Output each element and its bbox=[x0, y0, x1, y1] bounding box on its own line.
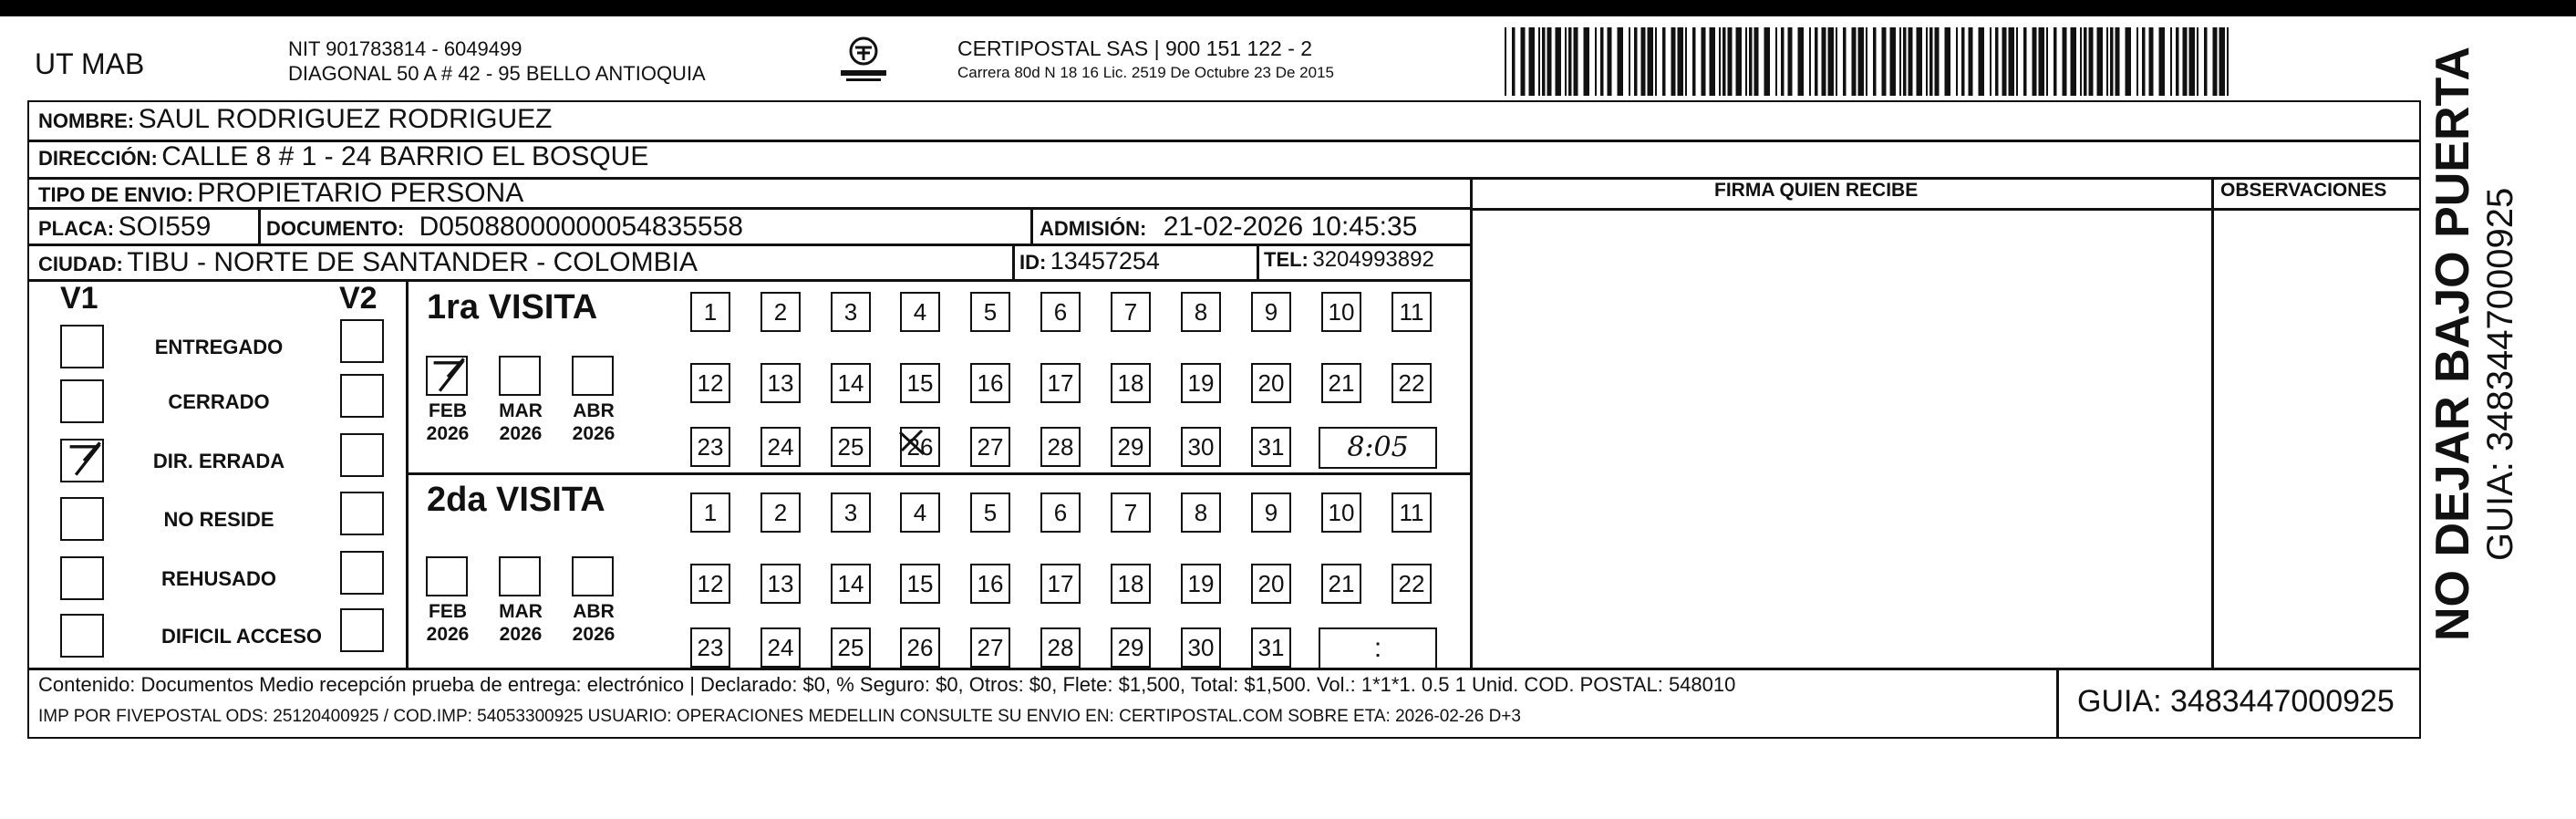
barcode-bar bbox=[1542, 27, 1546, 96]
direccion-row bbox=[38, 141, 648, 172]
barcode-bar bbox=[2002, 27, 2007, 96]
barcode-bar bbox=[1917, 27, 1923, 96]
v1-checkbox[interactable] bbox=[60, 497, 104, 541]
barcode-bar bbox=[1979, 27, 1985, 96]
barcode-bar bbox=[1648, 27, 1654, 96]
second-visit-title: 2da VISITA bbox=[427, 481, 605, 519]
barcode-bar bbox=[2106, 27, 2108, 96]
month-year: 2026 bbox=[572, 423, 616, 444]
day-box[interactable]: 27 bbox=[970, 627, 1010, 668]
day-box[interactable]: 8 bbox=[1181, 492, 1221, 533]
sender-brand: UT MAB bbox=[35, 47, 145, 80]
day-box[interactable]: 31 bbox=[1251, 427, 1291, 467]
day-box[interactable]: 10 bbox=[1321, 492, 1361, 533]
admision-cell bbox=[1040, 212, 1417, 243]
day-box[interactable]: 7 bbox=[1111, 492, 1151, 533]
day-box[interactable]: 26 bbox=[900, 627, 940, 668]
sender-info bbox=[288, 36, 706, 86]
barcode-bar bbox=[1568, 27, 1572, 96]
month-name: FEB bbox=[429, 400, 467, 421]
barcode-bar bbox=[1618, 27, 1624, 96]
barcode-bar bbox=[1595, 27, 1597, 96]
month-year: 2026 bbox=[499, 624, 543, 645]
courier-name: CERTIPOSTAL SAS | 900 151 122 - 2 bbox=[957, 36, 1313, 60]
barcode-bar bbox=[1822, 27, 1826, 96]
v2-checkbox[interactable] bbox=[340, 319, 384, 363]
barcode bbox=[1505, 27, 2243, 96]
month-checkbox[interactable] bbox=[499, 556, 541, 596]
barcode-bar bbox=[2110, 27, 2114, 96]
tel-cell bbox=[1264, 247, 1434, 273]
tipo-envio-value: PROPIETARIO PERSONA bbox=[197, 178, 524, 208]
day-box[interactable]: 25 bbox=[831, 427, 871, 467]
day-box[interactable]: 21 bbox=[1321, 564, 1361, 604]
barcode-bar bbox=[1990, 27, 1991, 96]
barcode-bar bbox=[1828, 27, 1835, 96]
direccion-value: CALLE 8 # 1 - 24 BARRIO EL BOSQUE bbox=[161, 141, 649, 171]
barcode-bar bbox=[1969, 27, 1973, 96]
barcode-bar bbox=[1909, 27, 1913, 96]
barcode-bar bbox=[2170, 27, 2172, 96]
certipostal-logo bbox=[837, 33, 890, 86]
barcode-bar bbox=[2089, 27, 2094, 96]
barcode-bar bbox=[1995, 27, 1999, 96]
barcode-bar bbox=[2016, 27, 2018, 96]
day-box[interactable]: 19 bbox=[1181, 363, 1221, 403]
barcode-bar bbox=[2039, 27, 2045, 96]
checkmark-icon bbox=[64, 435, 104, 482]
barcode-bar bbox=[1899, 27, 1901, 96]
barcode-bar bbox=[1873, 27, 1877, 96]
barcode-bar bbox=[2183, 27, 2188, 96]
barcode-bar bbox=[1728, 27, 1733, 96]
day-box[interactable]: 24 bbox=[760, 627, 801, 668]
status-label: REHUSADO bbox=[161, 567, 276, 590]
barcode-bar bbox=[1929, 27, 1933, 96]
barcode-bar bbox=[1538, 27, 1540, 96]
placa-value: SOI559 bbox=[118, 212, 212, 242]
day-box[interactable]: 24 bbox=[760, 427, 801, 467]
month-checkbox[interactable] bbox=[572, 356, 614, 396]
barcode-bar bbox=[1858, 27, 1865, 96]
day-box[interactable]: 5 bbox=[970, 292, 1010, 332]
barcode-bar bbox=[1903, 27, 1907, 96]
day-box[interactable]: 15 bbox=[900, 363, 940, 403]
barcode-bar bbox=[1775, 27, 1777, 96]
ciudad-cell bbox=[38, 247, 698, 278]
barcode-bar bbox=[1798, 27, 1805, 96]
day-box[interactable]: 22 bbox=[1391, 363, 1432, 403]
month-label bbox=[566, 399, 621, 445]
day-box[interactable]: 14 bbox=[831, 363, 871, 403]
day-box[interactable]: 9 bbox=[1251, 492, 1291, 533]
month-checkbox[interactable] bbox=[572, 556, 614, 596]
barcode-bar bbox=[1710, 27, 1716, 96]
day-box[interactable]: 1 bbox=[690, 492, 730, 533]
day-box[interactable]: 27 bbox=[970, 427, 1010, 467]
direccion-label: DIRECCIÓN: bbox=[38, 147, 158, 170]
footer-guia: GUIA: 3483447000925 bbox=[2077, 684, 2395, 719]
firma-header: FIRMA QUIEN RECIBE bbox=[1714, 180, 1919, 201]
day-box[interactable]: 15 bbox=[900, 564, 940, 604]
admision-label: ADMISIÓN: bbox=[1040, 217, 1147, 240]
day-box[interactable]: 17 bbox=[1040, 564, 1081, 604]
day-box[interactable]: 30 bbox=[1181, 427, 1221, 467]
day-box[interactable]: 2 bbox=[760, 492, 801, 533]
tel-label: TEL: bbox=[1264, 248, 1309, 271]
barcode-bar bbox=[2126, 27, 2132, 96]
v2-checkbox[interactable] bbox=[340, 551, 384, 595]
v2-checkbox[interactable] bbox=[340, 374, 384, 418]
month-name: FEB bbox=[429, 601, 467, 622]
v2-header: V2 bbox=[339, 281, 378, 316]
barcode-bar bbox=[1961, 27, 1965, 96]
day-box[interactable]: 3 bbox=[831, 292, 871, 332]
barcode-bar bbox=[1809, 27, 1811, 96]
slash-mark-icon bbox=[896, 423, 944, 471]
month-year: 2026 bbox=[426, 423, 470, 444]
barcode-bar bbox=[1852, 27, 1857, 96]
barcode-bar bbox=[1600, 27, 1604, 96]
day-box[interactable]: 23 bbox=[690, 427, 730, 467]
day-box[interactable]: 18 bbox=[1111, 564, 1151, 604]
barcode-bar bbox=[1815, 27, 1818, 96]
month-name: MAR bbox=[499, 400, 543, 421]
day-box[interactable]: 1 bbox=[690, 292, 730, 332]
barcode-bar bbox=[2097, 27, 2104, 96]
barcode-bar bbox=[1655, 27, 1657, 96]
v1-checkbox[interactable] bbox=[60, 379, 104, 423]
barcode-bar bbox=[1754, 27, 1759, 96]
barcode-bar bbox=[1574, 27, 1578, 96]
day-box[interactable]: 13 bbox=[760, 363, 801, 403]
barcode-bar bbox=[2219, 27, 2226, 96]
barcode-bar bbox=[1926, 27, 1928, 96]
barcode-bar bbox=[2197, 27, 2198, 96]
visit-time-box[interactable]: : bbox=[1319, 627, 1437, 669]
barcode-bar bbox=[1788, 27, 1793, 96]
barcode-bar bbox=[1702, 27, 1706, 96]
day-box[interactable]: 26 bbox=[900, 427, 940, 467]
side-guia: GUIA: 3483447000925 bbox=[2480, 187, 2520, 561]
barcode-bar bbox=[1634, 27, 1638, 96]
sender-address: DIAGONAL 50 A # 42 - 95 BELLO ANTIOQUIA bbox=[288, 62, 706, 85]
barcode-bar bbox=[1678, 27, 1684, 96]
visit-time-box[interactable]: 8:05 bbox=[1319, 427, 1437, 469]
barcode-bar bbox=[2063, 27, 2067, 96]
barcode-bar bbox=[1685, 27, 1687, 96]
status-label: CERRADO bbox=[168, 390, 270, 413]
barcode-bar bbox=[1662, 27, 1666, 96]
day-box[interactable]: 4 bbox=[900, 292, 940, 332]
day-box[interactable]: 3 bbox=[831, 492, 871, 533]
status-label: NO RESIDE bbox=[163, 508, 274, 531]
tipo-envio-label: TIPO DE ENVIO: bbox=[38, 183, 193, 206]
day-box[interactable]: 10 bbox=[1321, 292, 1361, 332]
status-label: DIR. ERRADA bbox=[152, 450, 285, 472]
day-box[interactable]: 21 bbox=[1321, 363, 1361, 403]
barcode-bar bbox=[2149, 27, 2154, 96]
barcode-bar bbox=[2071, 27, 2077, 96]
barcode-bar bbox=[1945, 27, 1951, 96]
day-box[interactable]: 6 bbox=[1040, 292, 1081, 332]
month-label bbox=[493, 399, 548, 445]
day-box[interactable]: 8 bbox=[1181, 292, 1221, 332]
barcode-bar bbox=[1629, 27, 1630, 96]
footer-print-info: IMP POR FIVEPOSTAL ODS: 25120400925 / COD.IMP: 54053300925 USUARIO: OPERACIONES MEDELLIN CONSULTE SU ENVIO EN: CERTIPOSTAL.COM SOBRE ETA: 2026-02-26 D+3 bbox=[38, 707, 1521, 726]
admision-value: 21-02-2026 10:45:35 bbox=[1163, 212, 1418, 242]
month-year: 2026 bbox=[499, 423, 543, 444]
month-checkbox[interactable] bbox=[499, 356, 541, 396]
ciudad-value: TIBU - NORTE DE SANTANDER - COLOMBIA bbox=[127, 247, 698, 277]
v1-checkbox[interactable] bbox=[60, 556, 104, 600]
day-box[interactable]: 23 bbox=[690, 627, 730, 668]
barcode-bar bbox=[2136, 27, 2138, 96]
barcode-bar bbox=[1671, 27, 1676, 96]
barcode-bar bbox=[1692, 27, 1696, 96]
day-box[interactable]: 18 bbox=[1111, 363, 1151, 403]
day-box[interactable]: 14 bbox=[831, 564, 871, 604]
observaciones-header: OBSERVACIONES bbox=[2220, 180, 2387, 201]
day-box[interactable]: 12 bbox=[690, 564, 730, 604]
barcode-bar bbox=[1736, 27, 1743, 96]
status-label: DIFICIL ACCESO bbox=[160, 625, 322, 648]
barcode-bar bbox=[1719, 27, 1721, 96]
barcode-bar bbox=[2227, 27, 2229, 96]
checkmark-icon bbox=[428, 354, 468, 396]
nombre-value: SAUL RODRIGUEZ RODRIGUEZ bbox=[138, 104, 553, 134]
barcode-bar bbox=[1836, 27, 1837, 96]
barcode-bar bbox=[1956, 27, 1958, 96]
barcode-bar bbox=[2213, 27, 2218, 96]
day-box[interactable]: 31 bbox=[1251, 627, 1291, 668]
month-name: ABR bbox=[573, 400, 615, 421]
v1-header: V1 bbox=[60, 281, 98, 316]
barcode-bar bbox=[1584, 27, 1590, 96]
barcode-bar bbox=[1764, 27, 1771, 96]
day-box[interactable]: 29 bbox=[1111, 627, 1151, 668]
day-box[interactable]: 28 bbox=[1040, 627, 1081, 668]
barcode-bar bbox=[1512, 27, 1516, 96]
day-box[interactable]: 7 bbox=[1111, 292, 1151, 332]
barcode-bar bbox=[1781, 27, 1785, 96]
barcode-bar bbox=[2176, 27, 2179, 96]
barcode-bar bbox=[2080, 27, 2082, 96]
month-label bbox=[493, 600, 548, 646]
id-cell bbox=[1019, 247, 1160, 275]
v2-checkbox[interactable] bbox=[340, 492, 384, 535]
barcode-bar bbox=[1745, 27, 1747, 96]
courier-address: Carrera 80d N 18 16 Lic. 2519 De Octubre 23 De 2015 bbox=[957, 64, 1334, 81]
day-box[interactable]: 20 bbox=[1251, 363, 1291, 403]
barcode-bar bbox=[1935, 27, 1940, 96]
first-visit-title: 1ra VISITA bbox=[427, 288, 598, 327]
barcode-bar bbox=[2054, 27, 2057, 96]
barcode-bar bbox=[1529, 27, 1536, 96]
tipo-envio-row bbox=[38, 178, 523, 209]
day-box[interactable]: 22 bbox=[1391, 564, 1432, 604]
barcode-bar bbox=[1608, 27, 1612, 96]
barcode-bar bbox=[1641, 27, 1646, 96]
placa-cell bbox=[38, 212, 211, 243]
day-box[interactable]: 19 bbox=[1181, 564, 1221, 604]
day-box[interactable]: 11 bbox=[1391, 492, 1432, 533]
barcode-bar bbox=[2189, 27, 2196, 96]
day-box[interactable]: 16 bbox=[970, 564, 1010, 604]
documento-cell bbox=[266, 212, 743, 243]
day-box[interactable]: 16 bbox=[970, 363, 1010, 403]
month-label bbox=[420, 399, 475, 445]
barcode-bar bbox=[1547, 27, 1552, 96]
month-name: MAR bbox=[499, 601, 543, 622]
month-label bbox=[420, 600, 475, 646]
day-box[interactable]: 25 bbox=[831, 627, 871, 668]
month-checkbox[interactable] bbox=[426, 356, 468, 396]
barcode-bar bbox=[1882, 27, 1887, 96]
month-year: 2026 bbox=[572, 624, 616, 645]
month-label bbox=[566, 600, 621, 646]
v2-checkbox[interactable] bbox=[340, 608, 384, 652]
id-value: 13457254 bbox=[1050, 247, 1160, 275]
barcode-bar bbox=[2116, 27, 2120, 96]
barcode-bar bbox=[2033, 27, 2037, 96]
barcode-bar bbox=[1890, 27, 1897, 96]
documento-label: DOCUMENTO: bbox=[266, 217, 405, 240]
v1-checkbox[interactable] bbox=[60, 439, 104, 482]
v2-checkbox[interactable] bbox=[340, 433, 384, 477]
day-box[interactable]: 5 bbox=[970, 492, 1010, 533]
month-checkbox[interactable] bbox=[426, 556, 468, 596]
day-box[interactable]: 2 bbox=[760, 292, 801, 332]
ciudad-label: CIUDAD: bbox=[38, 253, 123, 275]
documento-value: D05088000000054835558 bbox=[419, 212, 743, 242]
barcode-bar bbox=[2084, 27, 2087, 96]
nombre-label: NOMBRE: bbox=[38, 109, 135, 132]
barcode-bar bbox=[2009, 27, 2015, 96]
sender-nit: NIT 901783814 - 6049499 bbox=[288, 37, 522, 60]
day-box[interactable]: 4 bbox=[900, 492, 940, 533]
barcode-bar bbox=[2159, 27, 2166, 96]
footer-contents: Contenido: Documentos Medio recepción prueba de entrega: electrónico | Declarado: $0, % Seguro: $0, Otros: $0, Flete: $1,500, Total: $1,500. Vol.: 1*1*1. 0.5 1 Unid. COD. POSTAL: 548010 bbox=[38, 673, 1736, 696]
barcode-bar bbox=[2023, 27, 2027, 96]
barcode-bar bbox=[1565, 27, 1567, 96]
no-dejar-bajo-puerta: NO DEJAR BAJO PUERTA bbox=[2426, 46, 2479, 641]
placa-label: PLACA: bbox=[38, 217, 115, 240]
month-name: ABR bbox=[573, 601, 615, 622]
barcode-bar bbox=[1556, 27, 1562, 96]
barcode-bar bbox=[2204, 27, 2208, 96]
day-box[interactable]: 13 bbox=[760, 564, 801, 604]
top-edge-bar bbox=[0, 0, 2576, 16]
v1-checkbox[interactable] bbox=[60, 325, 104, 368]
barcode-bar bbox=[1749, 27, 1753, 96]
day-box[interactable]: 9 bbox=[1251, 292, 1291, 332]
barcode-bar bbox=[1723, 27, 1726, 96]
day-box[interactable]: 11 bbox=[1391, 292, 1432, 332]
day-box[interactable]: 20 bbox=[1251, 564, 1291, 604]
v1-checkbox[interactable] bbox=[60, 614, 104, 658]
barcode-bar bbox=[1866, 27, 1867, 96]
day-box[interactable]: 29 bbox=[1111, 427, 1151, 467]
status-label: ENTREGADO bbox=[154, 336, 284, 358]
barcode-bar bbox=[1521, 27, 1526, 96]
day-box[interactable]: 30 bbox=[1181, 627, 1221, 668]
barcode-bar bbox=[2142, 27, 2146, 96]
day-box[interactable]: 17 bbox=[1040, 363, 1081, 403]
barcode-bar bbox=[1505, 27, 1506, 96]
id-label: ID: bbox=[1019, 251, 1047, 274]
barcode-bar bbox=[1843, 27, 1847, 96]
tel-value: 3204993892 bbox=[1312, 247, 1434, 272]
month-year: 2026 bbox=[426, 624, 470, 645]
barcode-bar bbox=[2046, 27, 2048, 96]
day-box[interactable]: 28 bbox=[1040, 427, 1081, 467]
nombre-row bbox=[38, 104, 553, 135]
day-box[interactable]: 6 bbox=[1040, 492, 1081, 533]
day-box[interactable]: 12 bbox=[690, 363, 730, 403]
